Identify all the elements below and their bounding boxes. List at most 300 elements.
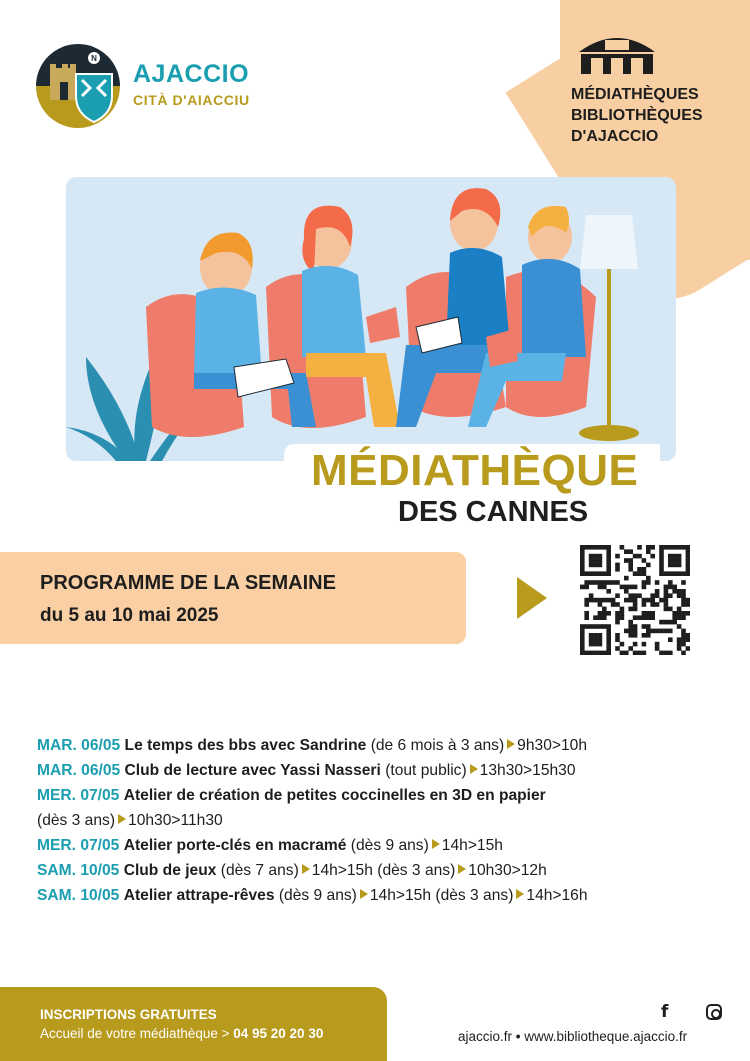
qr-module <box>620 585 625 590</box>
contact-line <box>40 1026 323 1041</box>
qr-module <box>633 642 638 647</box>
qr-module <box>606 642 611 647</box>
qr-module <box>615 620 620 625</box>
qr-module <box>580 549 585 554</box>
qr-module <box>650 593 655 598</box>
qr-module <box>606 563 611 568</box>
qr-module <box>642 567 647 572</box>
qr-module <box>642 633 647 638</box>
qr-module <box>681 637 686 642</box>
qr-module <box>589 642 594 647</box>
event-time: 10h30>11h30 <box>128 812 223 829</box>
qr-module <box>681 651 686 655</box>
qr-module <box>628 607 633 612</box>
qr-module <box>677 615 682 620</box>
event-audience: (dès 3 ans) <box>377 862 456 879</box>
qr-module <box>672 585 677 590</box>
qr-module <box>664 602 669 607</box>
qr-module <box>677 607 682 612</box>
qr-module <box>672 563 677 568</box>
qr-module <box>615 615 620 620</box>
event-date: MER. 07/05 <box>37 787 120 804</box>
qr-module <box>637 593 642 598</box>
qr-module <box>655 593 660 598</box>
qr-module <box>659 567 664 572</box>
qr-module <box>580 633 585 638</box>
qr-module <box>664 607 669 612</box>
qr-module <box>681 593 686 598</box>
qr-module <box>659 563 664 568</box>
qr-module <box>659 571 664 576</box>
qr-module <box>628 563 633 568</box>
qr-module <box>593 633 598 638</box>
event-date: MAR. 06/05 <box>37 737 121 754</box>
qr-module <box>580 629 585 634</box>
programme-dates: du 5 au 10 mai 2025 <box>40 605 219 626</box>
city-name: AJACCIO <box>133 60 250 88</box>
qr-module <box>672 545 677 550</box>
city-website-link[interactable]: ajaccio.fr <box>458 1029 513 1044</box>
qr-module <box>664 585 669 590</box>
qr-module <box>584 602 589 607</box>
qr-module <box>598 585 603 590</box>
qr-module <box>686 646 690 651</box>
qr-module <box>615 633 620 638</box>
event-date: SAM. 10/05 <box>37 887 120 904</box>
qr-module <box>633 615 638 620</box>
time-arrow-icon <box>470 764 478 774</box>
qr-module <box>606 598 611 603</box>
qr-module <box>633 633 638 638</box>
qr-module <box>580 624 585 629</box>
time-arrow-icon <box>458 864 466 874</box>
library-building-icon <box>575 30 659 81</box>
qr-module <box>633 629 638 634</box>
qr-module <box>646 633 651 638</box>
qr-module <box>646 580 651 585</box>
qr-module <box>589 554 594 559</box>
qr-module <box>589 651 594 655</box>
qr-module <box>642 615 647 620</box>
qr-module <box>677 593 682 598</box>
event-name: Club de lecture avec Yassi Nasseri <box>124 762 381 779</box>
qr-module <box>677 637 682 642</box>
qr-module <box>672 554 677 559</box>
qr-module <box>650 615 655 620</box>
qr-module <box>589 598 594 603</box>
qr-module <box>580 563 585 568</box>
qr-module <box>677 642 682 647</box>
logo-line-1: MÉDIATHÈQUES <box>571 86 699 103</box>
qr-module <box>655 629 660 634</box>
qr-module <box>620 615 625 620</box>
qr-module <box>672 615 677 620</box>
qr-module <box>668 563 673 568</box>
qr-module <box>650 629 655 634</box>
qr-module <box>584 585 589 590</box>
qr-module <box>681 545 686 550</box>
event-audience: (de 6 mois à 3 ans) <box>370 737 505 754</box>
qr-module <box>589 637 594 642</box>
qr-module <box>606 629 611 634</box>
qr-module <box>589 624 594 629</box>
qr-module <box>598 558 603 563</box>
qr-module <box>664 629 669 634</box>
qr-module <box>624 651 629 655</box>
event-audience: (dès 9 ans) <box>350 837 429 854</box>
qr-module <box>681 611 686 616</box>
qr-module <box>628 549 633 554</box>
qr-module <box>668 629 673 634</box>
qr-module <box>664 620 669 625</box>
qr-module <box>668 585 673 590</box>
qr-module <box>593 615 598 620</box>
qr-module <box>655 602 660 607</box>
qr-module <box>681 589 686 594</box>
qr-module <box>584 624 589 629</box>
event-item <box>37 758 727 783</box>
qr-module <box>615 554 620 559</box>
qr-module <box>668 545 673 550</box>
qr-module <box>646 598 651 603</box>
qr-module <box>677 624 682 629</box>
time-arrow-icon <box>118 814 126 824</box>
qr-module <box>668 571 673 576</box>
qr-module <box>580 545 585 550</box>
qr-module <box>602 580 607 585</box>
qr-module <box>598 633 603 638</box>
qr-module <box>624 549 629 554</box>
qr-module <box>686 598 690 603</box>
qr-module <box>672 611 677 616</box>
qr-module <box>598 602 603 607</box>
qr-module <box>593 624 598 629</box>
logo-line-3: D'AJACCIO <box>571 128 659 145</box>
qr-module <box>672 620 677 625</box>
qr-module <box>602 585 607 590</box>
qr-module <box>628 620 633 625</box>
qr-module <box>633 651 638 655</box>
qr-module <box>606 651 611 655</box>
library-website-link[interactable]: www.bibliotheque.ajaccio.fr <box>524 1029 688 1044</box>
qr-module <box>664 651 669 655</box>
qr-module <box>606 589 611 594</box>
qr-module <box>598 580 603 585</box>
qr-module <box>677 646 682 651</box>
qr-module <box>606 646 611 651</box>
qr-module <box>668 593 673 598</box>
play-arrow-icon <box>517 577 547 619</box>
contact-label: Accueil de votre médiathèque > <box>40 1026 234 1041</box>
qr-module <box>598 598 603 603</box>
qr-module <box>664 571 669 576</box>
qr-module <box>659 549 664 554</box>
event-time: 14h>15h <box>311 862 373 879</box>
qr-module <box>620 642 625 647</box>
qr-module <box>650 545 655 550</box>
qr-module <box>642 642 647 647</box>
qr-module <box>580 642 585 647</box>
qr-module <box>620 545 625 550</box>
qr-module <box>598 545 603 550</box>
qr-module <box>659 545 664 550</box>
qr-module <box>646 549 651 554</box>
qr-module <box>606 554 611 559</box>
qr-module <box>681 642 686 647</box>
qr-module <box>593 637 598 642</box>
qr-module <box>589 593 594 598</box>
event-item <box>37 833 727 858</box>
qr-module <box>584 598 589 603</box>
qr-module <box>672 558 677 563</box>
qr-module <box>677 589 682 594</box>
qr-module <box>602 545 607 550</box>
qr-module <box>633 593 638 598</box>
events-list <box>37 733 727 908</box>
qr-module <box>602 611 607 616</box>
qr-module <box>650 598 655 603</box>
event-date: SAM. 10/05 <box>37 862 120 879</box>
qr-module <box>606 571 611 576</box>
event-item <box>37 858 727 883</box>
qr-module <box>615 602 620 607</box>
qr-module <box>686 611 690 616</box>
time-arrow-icon <box>360 889 368 899</box>
qr-module <box>606 580 611 585</box>
qr-module <box>628 558 633 563</box>
time-arrow-icon <box>516 889 524 899</box>
qr-module <box>580 651 585 655</box>
qr-module <box>615 646 620 651</box>
qr-module <box>672 589 677 594</box>
qr-module <box>598 563 603 568</box>
event-item <box>37 733 727 758</box>
qr-module <box>646 629 651 634</box>
qr-module <box>598 611 603 616</box>
qr-module <box>620 607 625 612</box>
qr-module <box>589 580 594 585</box>
qr-module <box>668 620 673 625</box>
qr-module <box>659 558 664 563</box>
qr-module <box>637 571 642 576</box>
event-time: 10h30>12h <box>468 862 547 879</box>
website-links <box>458 1029 687 1044</box>
qr-module <box>584 545 589 550</box>
qr-module <box>628 633 633 638</box>
time-arrow-icon <box>432 839 440 849</box>
qr-module <box>659 629 664 634</box>
qr-module <box>633 571 638 576</box>
event-date: MAR. 06/05 <box>37 762 121 779</box>
qr-module <box>593 558 598 563</box>
event-date: MER. 07/05 <box>37 837 120 854</box>
qr-module <box>686 633 690 638</box>
qr-module <box>593 598 598 603</box>
qr-module <box>615 563 620 568</box>
phone-number[interactable]: 04 95 20 20 30 <box>233 1026 324 1041</box>
qr-module <box>642 558 647 563</box>
qr-module <box>602 598 607 603</box>
qr-module <box>598 642 603 647</box>
qr-module <box>642 580 647 585</box>
qr-module <box>624 585 629 590</box>
qr-module <box>602 571 607 576</box>
event-name: Atelier porte-clés en macramé <box>123 837 347 854</box>
qr-module <box>686 549 690 554</box>
qr-module <box>646 545 651 550</box>
qr-module <box>593 554 598 559</box>
qr-module <box>650 611 655 616</box>
event-item <box>37 883 727 908</box>
qr-module <box>637 545 642 550</box>
ajaccio-logo-emblem <box>36 44 120 128</box>
qr-module <box>681 629 686 634</box>
qr-module <box>598 624 603 629</box>
qr-module <box>584 611 589 616</box>
qr-module <box>655 642 660 647</box>
qr-module <box>642 651 647 655</box>
qr-module <box>686 558 690 563</box>
qr-module <box>642 598 647 603</box>
qr-module <box>655 646 660 651</box>
qr-module <box>589 633 594 638</box>
qr-module <box>677 558 682 563</box>
qr-module <box>686 563 690 568</box>
qr-module <box>611 598 616 603</box>
qr-module <box>580 646 585 651</box>
qr-module <box>650 554 655 559</box>
qr-module <box>681 615 686 620</box>
facebook-icon[interactable]: f <box>661 1002 669 1022</box>
qr-module <box>602 651 607 655</box>
link-separator: • <box>512 1029 525 1044</box>
qr-module <box>668 554 673 559</box>
event-name: Club de jeux <box>123 862 217 879</box>
qr-module <box>628 646 633 651</box>
qr-module <box>655 580 660 585</box>
qr-module <box>637 615 642 620</box>
programme-title: PROGRAMME DE LA SEMAINE <box>40 572 336 594</box>
qr-module <box>584 615 589 620</box>
qr-module <box>646 611 651 616</box>
reading-club-illustration <box>66 177 676 461</box>
qr-module <box>598 615 603 620</box>
qr-module <box>668 558 673 563</box>
qr-module <box>655 589 660 594</box>
qr-module <box>633 585 638 590</box>
qr-module <box>628 585 633 590</box>
qr-module <box>606 558 611 563</box>
qr-module <box>637 554 642 559</box>
qr-module <box>602 624 607 629</box>
qr-module <box>686 571 690 576</box>
qr-module <box>628 624 633 629</box>
library-network-logo-text <box>571 84 703 147</box>
event-time: 13h30>15h30 <box>479 762 576 779</box>
qr-module <box>672 571 677 576</box>
qr-module <box>606 637 611 642</box>
qr-module <box>642 611 647 616</box>
qr-module <box>633 554 638 559</box>
qr-module <box>584 580 589 585</box>
qr-module <box>620 611 625 616</box>
qr-module <box>628 598 633 603</box>
qr-module <box>686 545 690 550</box>
inscriptions-label: INSCRIPTIONS GRATUITES <box>40 1007 217 1022</box>
qr-module <box>668 651 673 655</box>
qr-module <box>606 545 611 550</box>
qr-module <box>606 549 611 554</box>
qr-module <box>686 554 690 559</box>
svg-text:N: N <box>91 54 97 63</box>
qr-module <box>580 558 585 563</box>
qr-module <box>664 593 669 598</box>
qr-module <box>628 567 633 572</box>
qr-module <box>650 602 655 607</box>
qr-module <box>646 576 651 581</box>
qr-module <box>606 611 611 616</box>
qr-module <box>611 580 616 585</box>
page-title: MÉDIATHÈQUE <box>311 446 639 495</box>
qr-module <box>593 571 598 576</box>
event-name: Atelier attrape-rêves <box>123 887 275 904</box>
qr-module <box>681 602 686 607</box>
qr-module <box>633 602 638 607</box>
qr-module <box>681 633 686 638</box>
qr-module <box>642 571 647 576</box>
qr-module <box>668 580 673 585</box>
qr-module <box>584 651 589 655</box>
qr-module <box>642 585 647 590</box>
event-item-continued <box>37 808 727 833</box>
event-audience: (dès 3 ans) <box>435 887 514 904</box>
qr-code[interactable] <box>580 545 690 655</box>
qr-module <box>593 642 598 647</box>
qr-module <box>593 580 598 585</box>
event-audience: (dès 9 ans) <box>278 887 357 904</box>
qr-module <box>677 563 682 568</box>
qr-module <box>659 598 664 603</box>
page-subtitle: DES CANNES <box>398 496 589 528</box>
qr-module <box>664 598 669 603</box>
qr-module <box>633 598 638 603</box>
qr-module <box>686 637 690 642</box>
time-arrow-icon <box>507 739 515 749</box>
qr-module <box>624 576 629 581</box>
qr-module <box>602 607 607 612</box>
qr-module <box>668 637 673 642</box>
qr-module <box>593 545 598 550</box>
qr-module <box>580 567 585 572</box>
qr-module <box>580 554 585 559</box>
qr-module <box>677 554 682 559</box>
qr-module <box>615 580 620 585</box>
qr-module <box>681 598 686 603</box>
qr-module <box>611 602 616 607</box>
qr-module <box>628 593 633 598</box>
footer-banner <box>0 987 387 1061</box>
qr-module <box>593 651 598 655</box>
event-name: Le temps des bbs avec Sandrine <box>124 737 367 754</box>
qr-module <box>664 545 669 550</box>
qr-module <box>620 651 625 655</box>
event-audience: (dès 7 ans) <box>220 862 299 879</box>
qr-module <box>584 571 589 576</box>
qr-module <box>589 563 594 568</box>
instagram-icon[interactable] <box>706 1004 722 1020</box>
qr-module <box>593 563 598 568</box>
qr-module <box>646 615 651 620</box>
